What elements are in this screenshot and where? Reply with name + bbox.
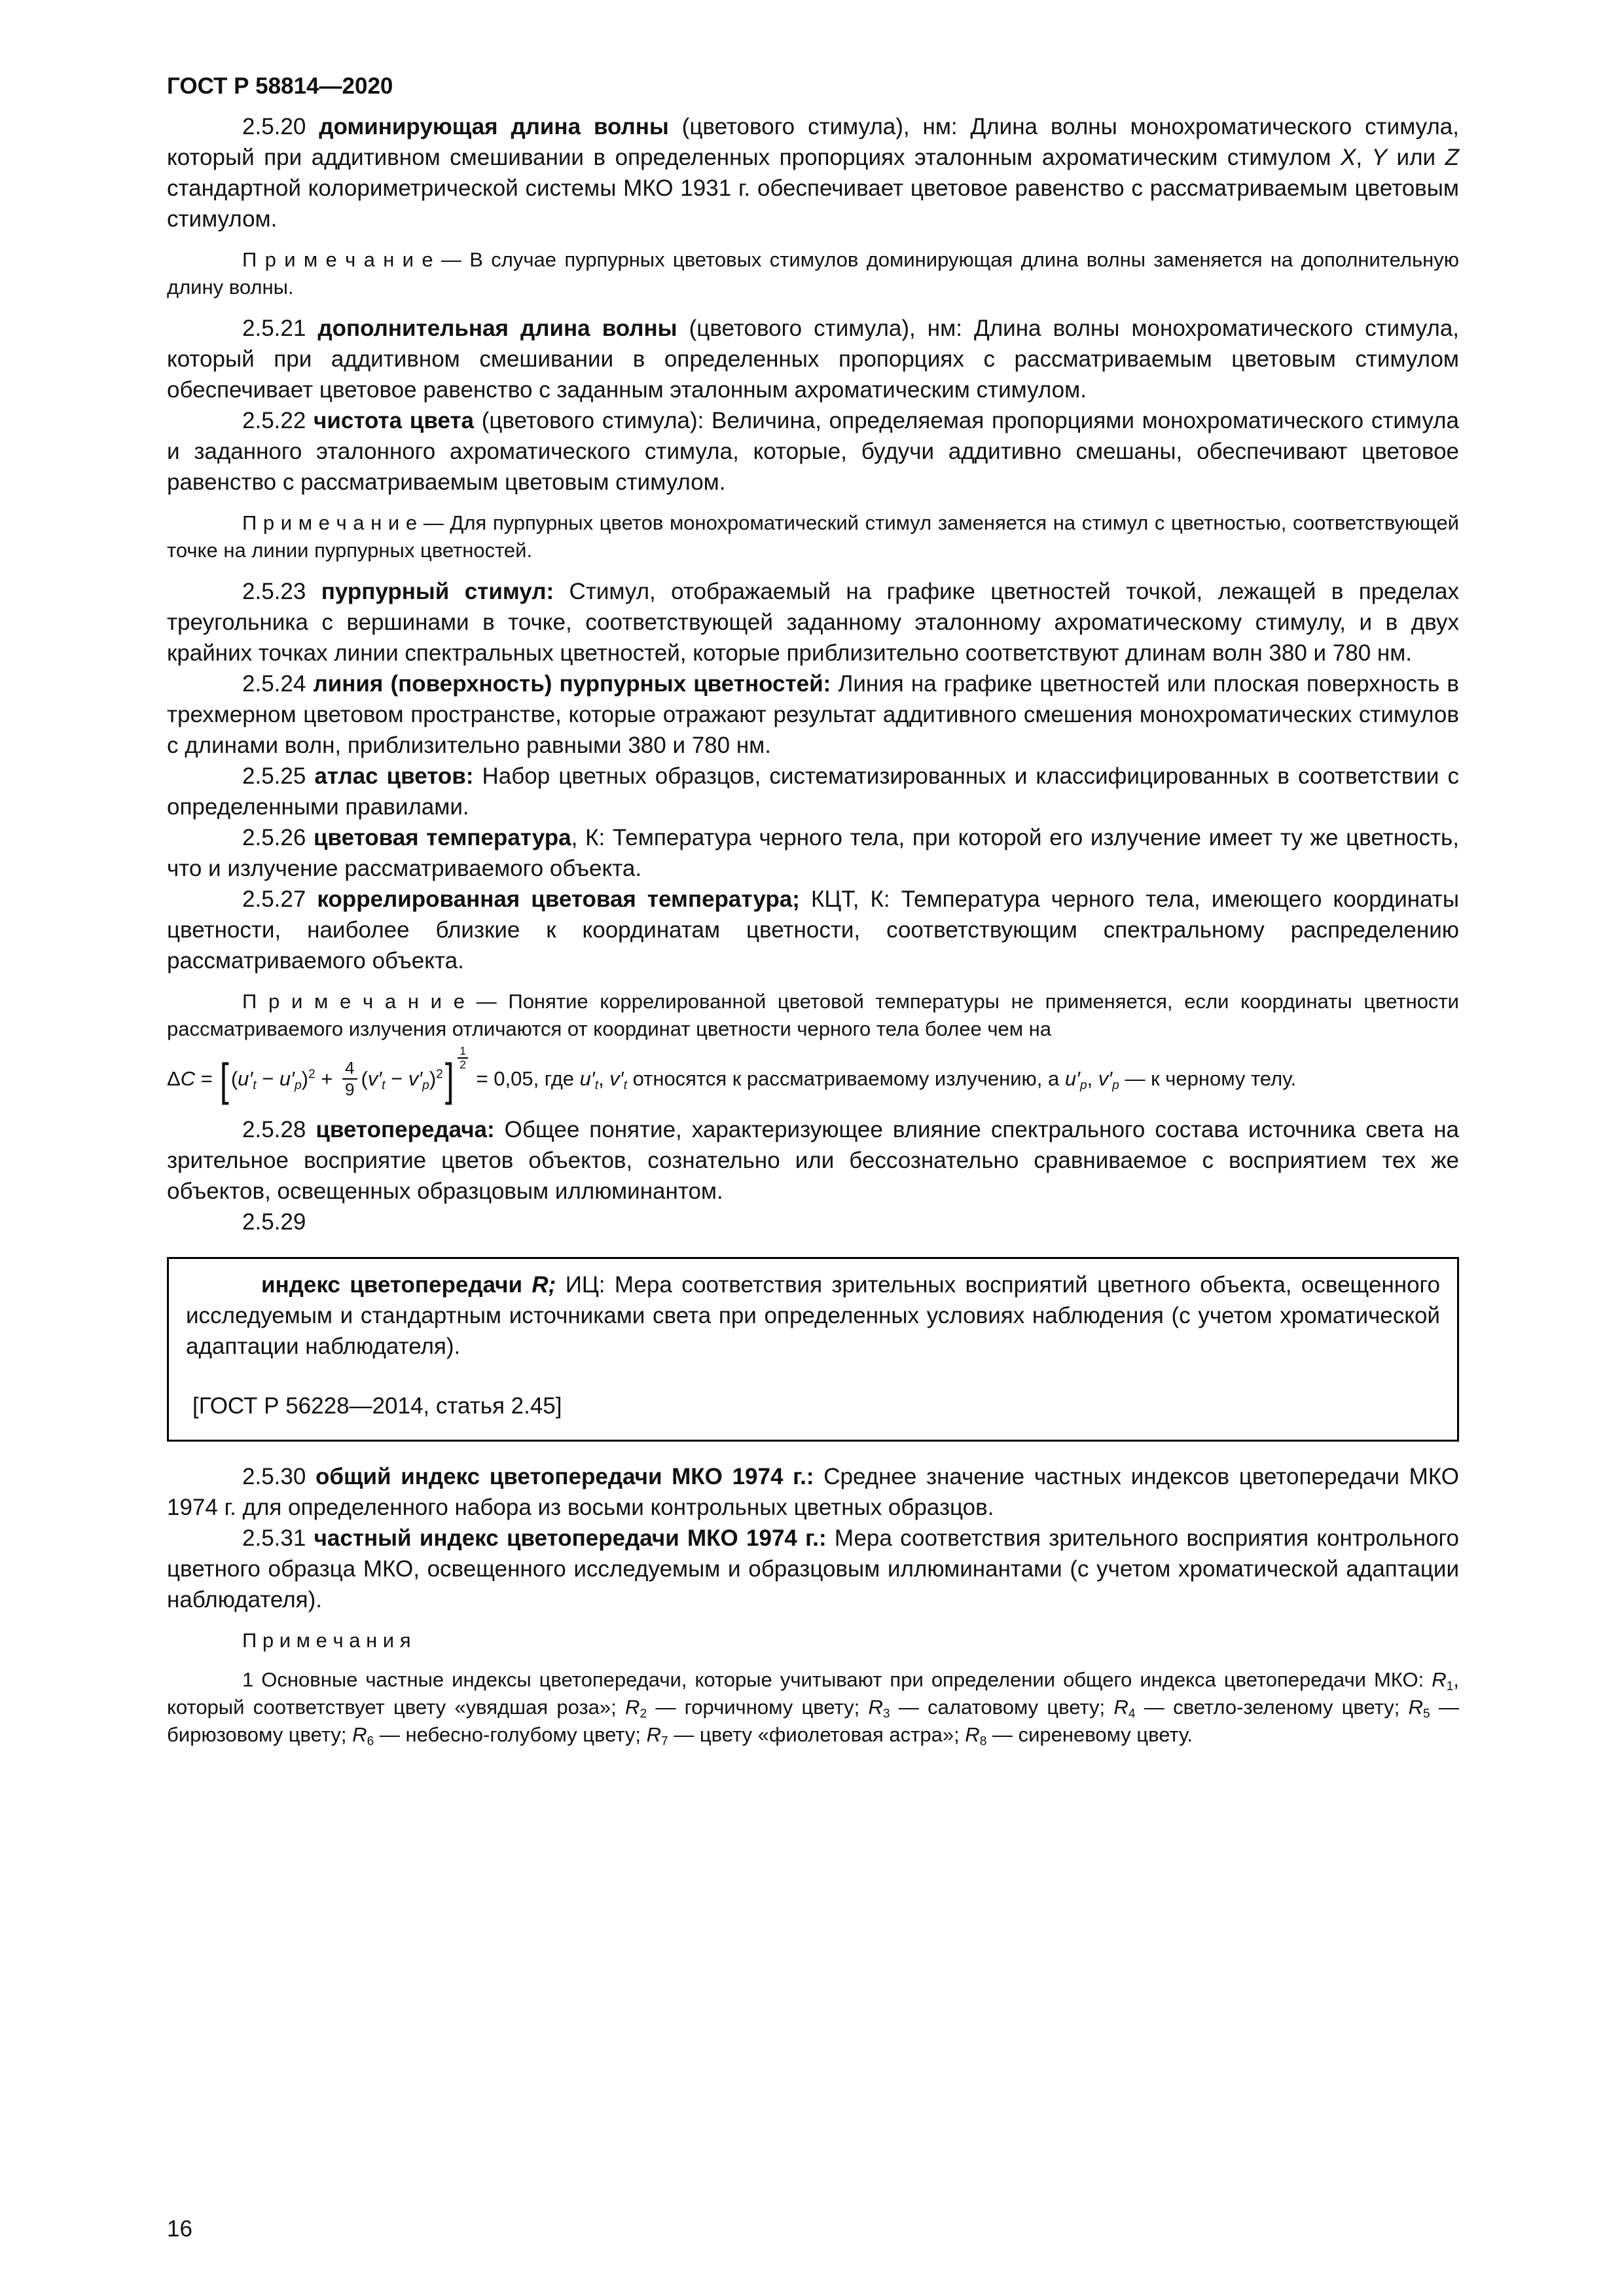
text-run: относятся к рассматриваемому излучению, а	[626, 1067, 1065, 1091]
text-run: [ГОСТ Р 56228—2014, статья 2.45]	[192, 1393, 562, 1419]
text-run: — к черному телу.	[1119, 1067, 1297, 1091]
paragraph	[167, 884, 1459, 976]
text-run: 2	[436, 1067, 443, 1082]
note-paragraph	[167, 246, 1459, 301]
text-run: , К: Температура черного тела, при которой его излучение имеет ту же цветность, что и излучение рассматриваемого объекта.	[167, 825, 1459, 881]
text-run: u′	[279, 1067, 295, 1091]
text-run: 2.5.22	[242, 408, 314, 433]
text-run: 2.5.20	[242, 114, 319, 139]
text-run: t	[382, 1078, 386, 1093]
text-run: v′	[609, 1067, 624, 1091]
fraction	[342, 1058, 357, 1101]
text-run: — небесно-голубому цвету;	[374, 1723, 647, 1747]
text-run: −	[256, 1067, 280, 1091]
text-run: ИЦ: Мера соответствия зрительных восприятий цветного объекта, освещенного исследуемым и стандартным источниками света при определенных условиях наблюдения (с учетом хроматической адаптации наблюдателя).	[186, 1272, 1440, 1360]
note-paragraph	[167, 1666, 1459, 1749]
text-run: П р и м е ч а н и е — Понятие коррелированной цветовой температуры не применяется, если координаты цветности рассматриваемого излучения отличаются от координат цветности черного тела более чем на	[167, 990, 1459, 1040]
text-run: (цветового стимула), нм: Длина волны монохроматического стимула, который при аддитивном смешивании в определенных пропорциях с рассматриваемым цветовым стимулом обеспечивает цветовое равенство с заданным эталонным ахроматическим стимулом.	[167, 316, 1460, 403]
text-run: ,	[1087, 1067, 1098, 1091]
text-run: Y	[1371, 145, 1387, 170]
definition-box	[167, 1257, 1459, 1442]
text-run: R;	[532, 1272, 556, 1298]
text-run: R	[1113, 1696, 1128, 1719]
text-run: чистота цвета	[314, 408, 474, 433]
note-paragraph	[167, 1627, 1459, 1654]
text-run: −	[385, 1067, 408, 1091]
text-run: +	[315, 1067, 339, 1091]
paragraph	[167, 1523, 1459, 1615]
text-run: цветовая температура	[314, 825, 571, 850]
text-run: П р и м е ч а н и е — В случае пурпурных цветовых стимулов доминирующая длина волны заменяется на дополнительную длину волны.	[167, 248, 1459, 299]
text-run: 2.5.29	[242, 1209, 306, 1235]
text-run: — светло-зеленому цвету;	[1135, 1696, 1409, 1719]
text-run: 7	[660, 1734, 668, 1749]
exponent	[458, 1045, 468, 1070]
text-run: (цветового стимула): Величина, определяемая пропорциями монохроматического стимула и заданного эталонного ахроматического стимула, которые, будучи аддитивно смешаны, обеспечивают цветовое равенство с рассматриваемым цветовым стимулом.	[167, 408, 1459, 495]
text-run: Линия на графике цветностей или плоская поверхность в трехмерном цветовом пространстве, которые отражают результат аддитивного смешения монохроматических стимулов с длинами волн, приблизительно равными 380 и 780 нм.	[167, 671, 1459, 758]
text-run: p	[294, 1078, 302, 1093]
text-run: R	[352, 1723, 367, 1747]
text-run: индекс цветопередачи	[261, 1272, 532, 1298]
text-run: t	[623, 1078, 627, 1093]
text-run: R	[1432, 1668, 1447, 1692]
text-run: p	[1112, 1078, 1119, 1093]
text-run: пурпурный стимул:	[321, 579, 554, 604]
text-run: =	[195, 1067, 219, 1091]
paragraph	[167, 822, 1459, 884]
exponent-denominator: 2	[458, 1057, 468, 1071]
paragraph	[167, 1461, 1459, 1523]
text-run: — горчичному цвету;	[647, 1696, 869, 1719]
text-run: X	[1340, 145, 1356, 170]
paragraph	[167, 405, 1459, 498]
text-run: 2.5.28	[242, 1117, 316, 1143]
text-run: Z	[1445, 145, 1459, 170]
text-run: цветопередача:	[316, 1117, 495, 1143]
box-definition	[186, 1269, 1440, 1362]
close-bracket: ]	[444, 1054, 454, 1106]
open-bracket: [	[220, 1054, 230, 1106]
text-run: 6	[367, 1734, 374, 1749]
text-run: R	[646, 1723, 661, 1747]
text-run: — цвету «фиолетовая астра»;	[668, 1723, 965, 1747]
text-run: 2.5.23	[242, 579, 321, 604]
text-run: — салатовому цвету;	[890, 1696, 1114, 1719]
text-run: коррелированная цветовая температура;	[317, 886, 800, 912]
text-run: 1	[1446, 1679, 1454, 1694]
text-run: стандартной колориметрической системы МКО 1931 г. обеспечивает цветовое равенство с рассматриваемым цветовым стимулом.	[167, 175, 1459, 232]
text-run: )	[301, 1067, 308, 1091]
text-run: ,	[598, 1067, 610, 1091]
text-run: частный индекс цветопередачи МКО 1974 г.:	[314, 1525, 827, 1552]
text-run: R	[868, 1696, 883, 1719]
formula-paragraph	[167, 1044, 1459, 1106]
text-run: u′	[1064, 1067, 1080, 1091]
text-run: ,	[1356, 145, 1372, 170]
text-run: КЦТ, К: Температура черного тела, имеющего координаты цветности, наиболее близкие к координатам цветности, соответствующим спектральному распределению рассматриваемого объекта.	[167, 886, 1459, 974]
text-run: 2.5.24	[242, 671, 314, 697]
text-run: Стимул, отображаемый на графике цветностей точкой, лежащей в пределах треугольника с вершинами в точке, соответствующей заданному эталонному ахроматическому стимулу, и в двух крайних точках линии спектральных цветностей, которые приблизительно соответствуют длинам волн 380 и 780 нм.	[167, 579, 1459, 666]
text-run: 2.5.31	[242, 1525, 314, 1552]
text-run: (	[230, 1067, 238, 1091]
text-run: p	[1079, 1078, 1087, 1093]
text-run: — сиреневому цвету.	[986, 1723, 1193, 1747]
text-run: Δ	[167, 1067, 181, 1091]
text-run: 3	[882, 1707, 890, 1721]
text-run: R	[1408, 1696, 1424, 1719]
text-run: линия (поверхность) пурпурных цветностей:	[313, 671, 831, 697]
paragraph	[167, 111, 1459, 234]
exponent-numerator: 1	[460, 1044, 466, 1058]
paragraph	[167, 761, 1459, 822]
text-run: 2.5.27	[242, 886, 317, 912]
text-run: атлас цветов:	[314, 763, 474, 789]
note-paragraph	[167, 509, 1459, 564]
text-run: Общее понятие, характеризующее влияние спектрального состава источника света на зрительное восприятие цветов объектов, сознательно или бессознательно сравниваемое с восприятием тех же объектов, освещенных образцовым иллюминантом.	[167, 1117, 1459, 1205]
text-run: v′	[408, 1067, 423, 1091]
text-run: доминирующая длина волны	[319, 114, 669, 139]
text-run: v′	[367, 1067, 382, 1091]
text-run: — бирюзовому цвету;	[167, 1696, 1460, 1747]
text-run: Набор цветных образцов, систематизированных и классифицированных в соответствии с определенными правилами.	[167, 763, 1459, 820]
text-run: 2.5.30	[242, 1464, 316, 1490]
fraction-denominator: 9	[345, 1079, 355, 1099]
fraction-numerator: 4	[342, 1058, 357, 1080]
text-run: u′	[238, 1067, 253, 1091]
page-number: 16	[167, 2216, 192, 2242]
page-header: ГОСТ Р 58814—2020	[167, 73, 393, 99]
paragraph	[167, 576, 1459, 668]
text-run: или	[1386, 145, 1445, 170]
text-run: )	[429, 1067, 437, 1091]
paragraph	[167, 313, 1459, 405]
text-run: дополнительная длина волны	[317, 316, 677, 341]
text-run: , который соответствует цвету «увядшая роза»;	[167, 1668, 1459, 1719]
text-run: 1 Основные частные индексы цветопередачи, которые учитывают при определении общего индекса цветопередачи МКО:	[242, 1668, 1432, 1692]
text-run: R	[625, 1696, 640, 1719]
text-run: C	[180, 1067, 196, 1091]
text-run: R	[965, 1723, 980, 1747]
text-run: общий индекс цветопередачи МКО 1974 г.:	[315, 1464, 814, 1490]
paragraph	[167, 1207, 1459, 1237]
text-run: 8	[979, 1734, 987, 1749]
box-citation	[186, 1391, 1440, 1421]
text-run: p	[422, 1078, 429, 1093]
text-run: П р и м е ч а н и е — Для пурпурных цветов монохроматический стимул заменяется на стимул с цветностью, соответствующей точке на линии пурпурных цветностей.	[167, 511, 1459, 562]
text-run: 2.5.21	[242, 316, 318, 341]
paragraph	[167, 1114, 1459, 1207]
text-run: 2.5.26	[242, 825, 314, 850]
text-run: Среднее значение частных индексов цветопередачи МКО 1974 г. для определенного набора из восьми контрольных цветных образцов.	[167, 1464, 1459, 1521]
text-run: t	[253, 1078, 257, 1093]
text-run: (цветового стимула), нм: Длина волны монохроматического стимула, который при аддитивном смешивании в определенных пропорциях эталонным ахроматическим стимулом	[167, 114, 1459, 170]
text-run: (	[361, 1067, 368, 1091]
text-run: 4	[1128, 1707, 1136, 1721]
text-run: Мера соответствия зрительного восприятия контрольного цветного образца МКО, освещенного исследуемым и образцовым иллюминантами (с учетом хроматической адаптации наблюдателя).	[167, 1525, 1459, 1613]
note-paragraph	[167, 988, 1459, 1043]
text-run: 2.5.25	[242, 763, 315, 789]
document-content	[167, 111, 1459, 1749]
text-run: 2	[640, 1707, 647, 1721]
text-run: t	[594, 1078, 599, 1093]
text-run: u′	[579, 1067, 595, 1091]
text-run: П р и м е ч а н и я	[242, 1629, 411, 1652]
text-run: = 0,05, где	[470, 1067, 580, 1091]
text-run: v′	[1098, 1067, 1113, 1091]
paragraph	[167, 668, 1459, 761]
text-run: 2	[308, 1067, 316, 1082]
text-run: 5	[1423, 1707, 1430, 1721]
